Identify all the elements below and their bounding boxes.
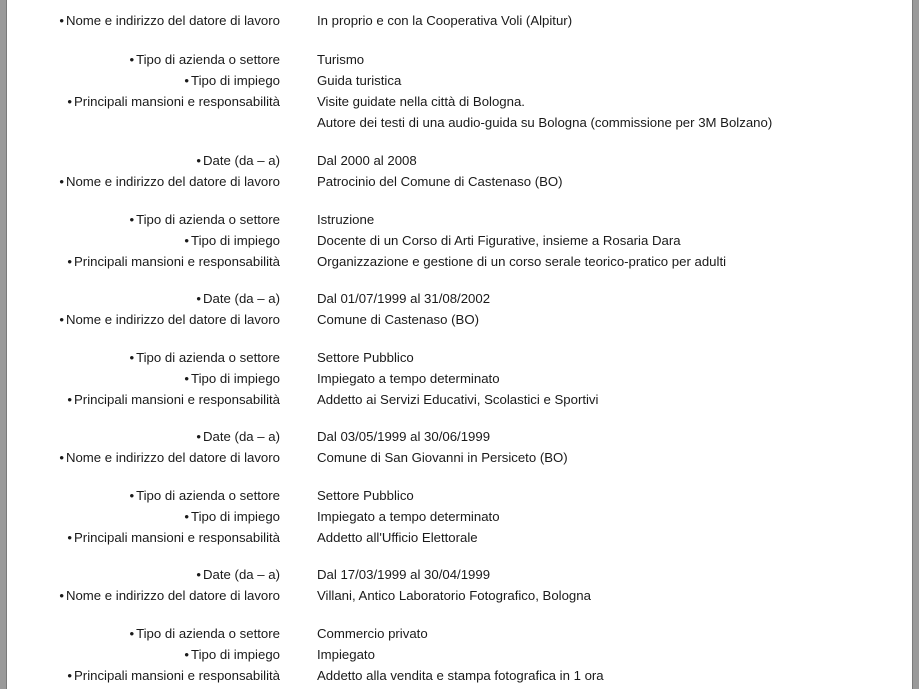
date-label: Date (da – a)	[203, 567, 280, 582]
employer-label: Nome e indirizzo del datore di lavoro	[65, 174, 280, 189]
sector-value: Settore Pubblico	[317, 350, 414, 365]
duties-label: Principali mansioni e responsabilità	[74, 530, 280, 545]
duties-label: Principali mansioni e responsabilità	[74, 254, 280, 269]
employer-value: Villani, Antico Laboratorio Fotografico, Bologna	[317, 588, 591, 603]
job-label: Tipo di impiego	[191, 509, 280, 524]
date-value: Dal 17/03/1999 al 30/04/1999	[317, 567, 491, 582]
job-value: Impiegato	[317, 647, 375, 662]
employer-value: Comune di San Giovanni in Persiceto (BO)	[317, 450, 568, 465]
duties-value: Organizzazione e gestione di un corso serale teorico-pratico per adulti	[317, 254, 727, 269]
duties-label: Principali mansioni e responsabilità	[74, 392, 280, 407]
employer-value: Patrocinio del Comune di Castenaso (BO)	[317, 174, 563, 189]
date-label: Date (da – a)	[203, 291, 280, 306]
job-label: Tipo di impiego	[191, 371, 280, 386]
employer-value: Comune di Castenaso (BO)	[317, 312, 479, 327]
duties-label: Principali mansioni e responsabilità	[74, 668, 280, 683]
job-value: Impiegato a tempo determinato	[317, 371, 500, 386]
duties-value: Visite guidate nella città di Bologna.	[317, 94, 525, 109]
sector-value: Commercio privato	[317, 626, 428, 641]
document-page: • Nome e indirizzo del datore di lavoro In proprio e con la Cooperativa Voli (Alpitur) • Tipo di azienda o settore Turismo • Tipo di impiego Guida turistica • Principali mansioni e responsabilità Visite guidate nella città di Bologna. Autore dei testi di una audio-guida su Bologna (commissione per 3M Bolzano) • Date (da – a) Dal 2000 al 2008 • Nome e indirizzo del datore di lavoro Patrocinio del Comune di Castenaso (BO) • Tipo di azienda o settore Istruzione • Tipo di impiego Docente di un Corso di Arti Figurative, insieme a Rosaria Dara • Principali mansioni e responsabilità Organizzazione e gestione di un corso serale teorico-pratico per adulti • Date (da – a) Dal 01/07/1999 al 31/08/2002 • Nome e indirizzo del datore di lavoro Comune di Castenaso (BO) • Tipo di azienda o settore Settore Pubblico • Tipo di impiego Impiegato a tempo determinato • Principali mansioni e responsabilità Addetto ai Servizi Educativi, Scolastici e Sportivi • Date (da – a) Dal 03/05/1999 al 30/06/1999 • Nome e indirizzo del datore di lavoro Comune di San Giovanni in Persiceto (BO) • Tipo di azienda o settore Settore Pubblico • Tipo di impiego Impiegato a tempo determinato • Principali mansioni e responsabilità Addetto all'Ufficio Elettorale • Date (da – a) Dal 17/03/1999 al 30/04/1999 • Nome e indirizzo del datore di lavoro Villani, Antico Laboratorio Fotografico, Bologna • Tipo di azienda o settore Commercio privato • Tipo di impiego Impiegato • Principali mansioni e responsabilità Addetto alla vendita e stampa fotografica in 1 ora	[6, 0, 913, 689]
sector-value: Istruzione	[317, 212, 375, 227]
date-value: Dal 2000 al 2008	[317, 153, 417, 168]
employer-label: Nome e indirizzo del datore di lavoro	[65, 588, 280, 603]
duties-value: Addetto ai Servizi Educativi, Scolastici e Sportivi	[317, 392, 599, 407]
job-label: Tipo di impiego	[191, 647, 280, 662]
job-value: Impiegato a tempo determinato	[317, 509, 500, 524]
sector-value: Settore Pubblico	[317, 488, 414, 503]
sector-label: Tipo di azienda o settore	[136, 626, 280, 641]
duties-value: Addetto all'Ufficio Elettorale	[317, 530, 478, 545]
duties-value-2: Autore dei testi di una audio-guida su Bologna (commissione per 3M Bolzano)	[317, 115, 773, 130]
employer-label: Nome e indirizzo del datore di lavoro	[65, 13, 280, 28]
job-value: Guida turistica	[317, 73, 402, 88]
employer-label: Nome e indirizzo del datore di lavoro	[65, 312, 280, 327]
employer-label: Nome e indirizzo del datore di lavoro	[65, 450, 280, 465]
duties-value: Addetto alla vendita e stampa fotografica in 1 ora	[317, 668, 604, 683]
employer-value: In proprio e con la Cooperativa Voli (Alpitur)	[317, 13, 573, 28]
date-label: Date (da – a)	[203, 153, 280, 168]
sector-value: Turismo	[317, 52, 365, 67]
duties-label: Principali mansioni e responsabilità	[74, 94, 280, 109]
date-value: Dal 01/07/1999 al 31/08/2002	[317, 291, 491, 306]
job-value: Docente di un Corso di Arti Figurative, insieme a Rosaria Dara	[317, 233, 681, 248]
sector-label: Tipo di azienda o settore	[136, 350, 280, 365]
sector-label: Tipo di azienda o settore	[136, 52, 280, 67]
date-label: Date (da – a)	[203, 429, 280, 444]
sector-label: Tipo di azienda o settore	[136, 488, 280, 503]
job-label: Tipo di impiego	[191, 73, 280, 88]
sector-label: Tipo di azienda o settore	[136, 212, 280, 227]
date-value: Dal 03/05/1999 al 30/06/1999	[317, 429, 491, 444]
job-label: Tipo di impiego	[191, 233, 280, 248]
